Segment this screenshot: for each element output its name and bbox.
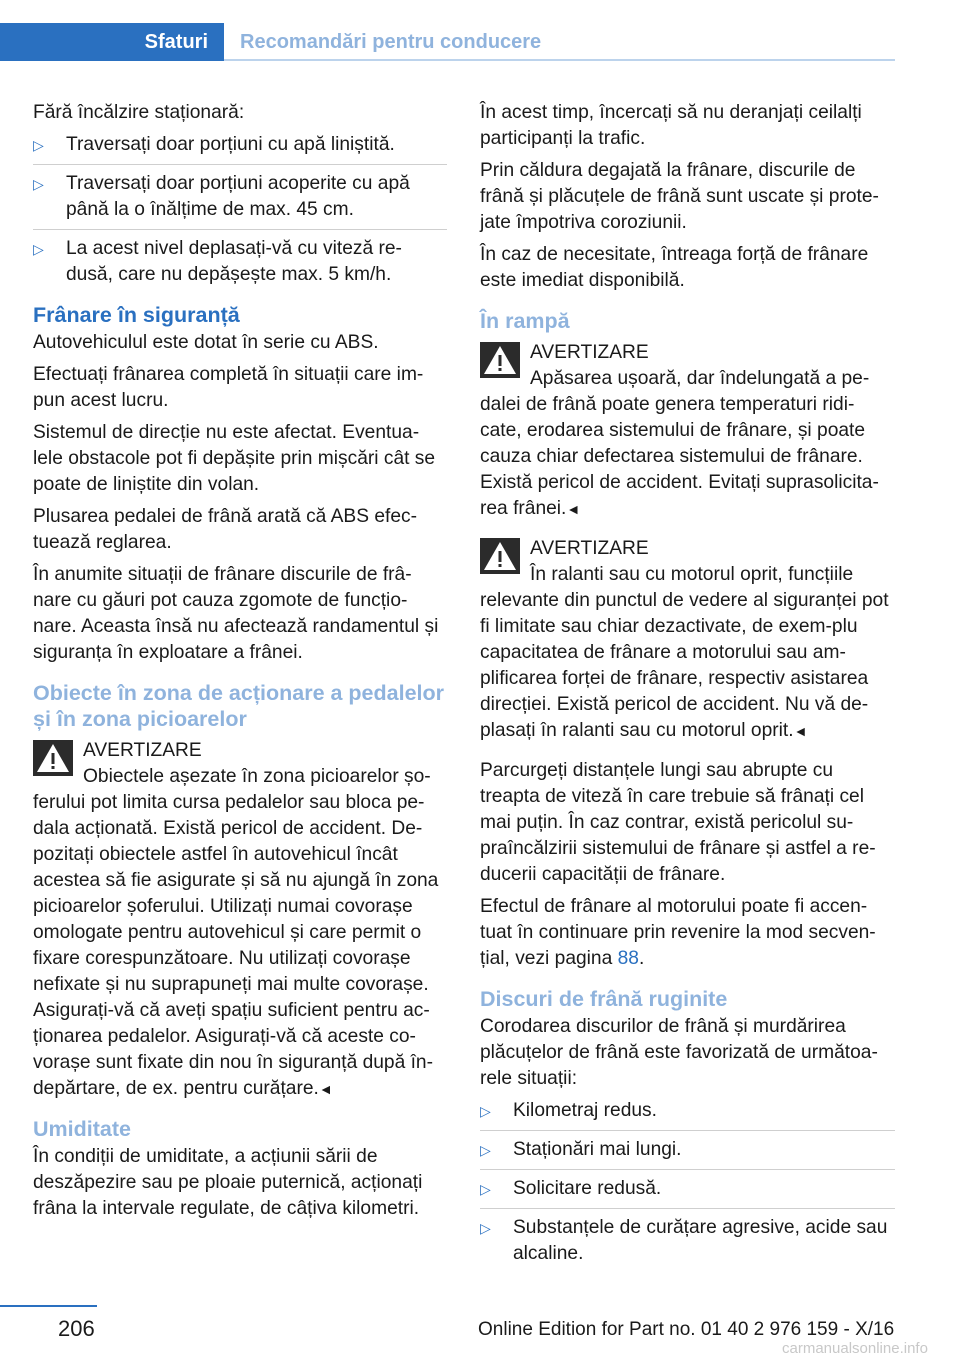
paragraph-text-end: .	[638, 948, 645, 969]
paragraph: Sistemul de direcție nu este afectat. Eventua-lele obstacole pot fi depășite prin mișcări cât se poate de liniștite din volan.	[33, 422, 436, 495]
paragraph: În acest timp, încercați să nu deranjați ceilalți participanți la trafic.	[480, 102, 862, 149]
paragraph: Autovehiculul este dotat în serie cu ABS.	[33, 332, 379, 353]
section-heading: Umiditate	[33, 1117, 131, 1141]
page-number: 206	[58, 1316, 95, 1341]
right-column	[480, 100, 895, 1273]
warning-text-rest: relevante din punctul de vedere al siguranței pot fi limitate sau chiar dezactivate, de exem-plu capacitatea de frânare a motorului sau am-plificarea forței de frânare, respectiv asistarea direcției. Există pericol de accident. Nu vă de-plasați în ralanti sau cu motorul oprit.	[480, 590, 889, 741]
list-item	[33, 132, 447, 165]
list-item-text: Kilometraj redus.	[513, 1100, 657, 1121]
bullet-triangle-icon: ▷	[480, 1181, 491, 1197]
warning-title: AVERTIZARE	[530, 342, 649, 363]
list-item	[33, 171, 447, 230]
bullet-triangle-icon: ▷	[480, 1142, 491, 1158]
page-header	[0, 23, 895, 63]
chapter-title: Recomandări pentru conducere	[240, 31, 542, 53]
list-item	[480, 1137, 895, 1170]
paragraph: Fără încălzire staționară:	[33, 102, 245, 123]
list-item	[480, 1215, 895, 1267]
section-heading: În rampă	[480, 309, 570, 333]
bullet-triangle-icon: ▷	[33, 241, 44, 257]
paragraph: Prin căldura degajată la frânare, discurile de frână și plăcuțele de frână sunt uscate și prote-jate împotriva coroziunii.	[480, 160, 879, 233]
warning-text	[480, 392, 895, 522]
warning-triangle-icon	[33, 740, 73, 776]
end-mark-icon: ◄	[566, 501, 581, 517]
warning-triangle-icon	[480, 538, 520, 574]
warning-text-rest: dalei de frână poate genera temperaturi ridi-cate, erodarea sistemului de frânare, și poate cauza chiar defectarea sistemului de frânare. Există pericol de accident. Evitați suprasolicita-rea frânei.	[480, 394, 879, 519]
warning-text-rest: ferului pot limita cursa pedalelor sau bloca pe-dala acționată. Există pericol de accident. De-pozitați obiectele astfel în autovehicul încât acestea să fie asigurate și să nu ajungă în zona picioarelor șoferului. Utilizați numai covorașe omologate pentru autovehicul și care permit o fixare corespunzătoare. Nu utilizați covorașe nefixate și nu suprapuneți mai multe covorașe. Asigurați-vă că aveți spațiu suficient pentru ac-ționarea pedalelor. Asigurați-vă că aceste co-vorașe sunt fixate din nou în siguranță după în-depărtare, de ex. pentru curățare.	[33, 792, 439, 1099]
warning-box	[480, 536, 895, 744]
warning-title: AVERTIZARE	[530, 538, 649, 559]
warning-text-first: Obiectele așezate în zona picioarelor șo-	[83, 766, 431, 787]
end-mark-icon: ◄	[318, 1081, 333, 1097]
list-item-text: Staționări mai lungi.	[513, 1139, 682, 1160]
watermark: carmanualsonline.info	[782, 1340, 928, 1357]
list-item	[33, 236, 447, 288]
section-tab: Sfaturi	[0, 23, 224, 61]
bullet-triangle-icon: ▷	[33, 176, 44, 192]
section-heading: Frânare în siguranță	[33, 303, 240, 327]
warning-text-first: Apăsarea ușoară, dar îndelungată a pe-	[530, 368, 870, 389]
warning-text-first: În ralanti sau cu motorul oprit, funcțiile	[530, 564, 854, 585]
list-item-text: Traversați doar porțiuni acoperite cu apă până la o înălțime de max. 45 cm.	[66, 173, 410, 220]
paragraph: În condiții de umiditate, a acțiunii sării de deszăpezire sau pe ploaie puternică, acționați frâna la intervale regulate, de câțiva kilometri.	[33, 1146, 423, 1219]
warning-triangle-icon	[480, 342, 520, 378]
paragraph-text: Efectul de frânare al motorului poate fi accen-tuat în continuare prin revenire la mod secven-țial, vezi pagina	[480, 896, 876, 969]
warning-box	[33, 738, 447, 1102]
paragraph: Corodarea discurilor de frână și murdărirea plăcuțelor de frână este favorizată de următoa-rele situații:	[480, 1016, 878, 1089]
section-heading: Discuri de frână ruginite	[480, 987, 728, 1011]
paragraph: În caz de necesitate, întreaga forță de frânare este imediat disponibilă.	[480, 244, 869, 291]
bullet-triangle-icon: ▷	[480, 1220, 491, 1236]
paragraph	[480, 894, 895, 972]
section-heading: Obiecte în zona de acționare a pedalelor și în zona picioarelor	[33, 681, 445, 731]
paragraph: Parcurgeți distanțele lungi sau abrupte cu treapta de viteză în care trebuie să frânați cel mai puțin. În caz contrar, există pericolul su-praîncălzirii sistemului de frânare și astfel a re-ducerii capacității de frânare.	[480, 760, 876, 885]
paragraph: Plusarea pedalei de frână arată că ABS efec-tuează reglarea.	[33, 506, 417, 553]
page-reference-link[interactable]: 88	[617, 948, 639, 969]
header-rule	[224, 59, 895, 61]
paragraph: Efectuați frânarea completă în situații care im-pun acest lucru.	[33, 364, 424, 411]
bullet-list	[33, 132, 447, 288]
bullet-triangle-icon: ▷	[33, 137, 44, 153]
paragraph: În anumite situații de frânare discurile de frâ-nare cu găuri pot cauza zgomote de funcțio-nare. Aceasta însă nu afectează randamentul și siguranța în exploatare a frânei.	[33, 564, 439, 663]
list-item-text: Traversați doar porțiuni cu apă liniștită.	[66, 134, 395, 155]
list-item-text: Solicitare redusă.	[513, 1178, 662, 1199]
list-item-text: La acest nivel deplasați-vă cu viteză re-dusă, care nu depășește max. 5 km/h.	[66, 238, 402, 285]
edition-text: Online Edition for Part no. 01 40 2 976 159 - X/16	[478, 1319, 895, 1340]
list-item	[480, 1176, 895, 1209]
warning-text	[33, 790, 447, 1102]
left-column	[33, 100, 447, 1228]
bullet-triangle-icon: ▷	[480, 1103, 491, 1119]
bullet-list	[480, 1098, 895, 1267]
warning-text	[480, 588, 895, 744]
end-mark-icon: ◄	[793, 723, 808, 739]
list-item	[480, 1098, 895, 1131]
warning-box	[480, 340, 895, 522]
list-item-text: Substanțele de curățare agresive, acide sau alcaline.	[513, 1217, 888, 1264]
footer-rule	[0, 1305, 97, 1307]
warning-title: AVERTIZARE	[83, 740, 202, 761]
